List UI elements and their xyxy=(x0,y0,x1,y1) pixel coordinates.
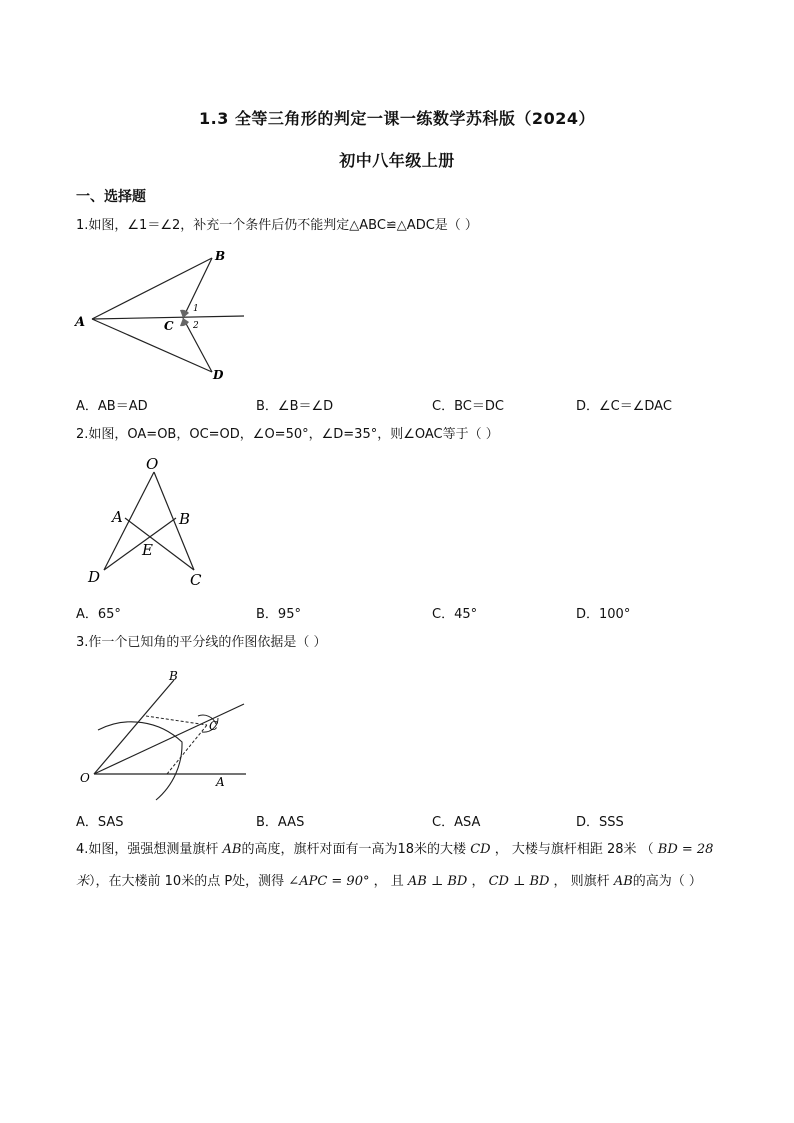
q1-angle-mark-2 xyxy=(180,318,189,326)
q1-option-a: A．AB＝AD xyxy=(76,399,148,414)
q2-label-a: A xyxy=(112,508,123,526)
q4-math-angle-apc: ∠APC = 90° xyxy=(288,874,370,889)
q4-text-1: 4.如图，强强想测量旗杆 xyxy=(76,842,223,857)
q3-dashed-line-bc xyxy=(146,716,207,725)
q3-option-a: A．SAS xyxy=(76,815,124,830)
q2-option-c: C．45° xyxy=(432,607,478,622)
q4-math-bd: BD = 28米 xyxy=(76,842,714,889)
q4-text-6: ， xyxy=(467,874,489,889)
q4-math-ab-2: AB xyxy=(613,874,633,889)
q2-label-e: E xyxy=(142,541,153,559)
q4-text-2: 的高度，旗杆对面有一高为18米的大楼 xyxy=(241,842,471,857)
q2-option-d: D．100° xyxy=(576,607,631,622)
q1-label-angle1: 1 xyxy=(193,304,199,314)
q1-option-b: B．∠B＝∠D xyxy=(256,399,334,414)
q2-label-b: B xyxy=(179,510,191,528)
q3-label-c: C xyxy=(209,719,219,733)
question-3-figure xyxy=(76,664,256,804)
q3-ray-ob xyxy=(94,680,174,774)
q3-arc-center-o xyxy=(98,722,182,800)
document-title: 1.3 全等三角形的判定一课一练数学苏科版（2024） xyxy=(199,109,595,128)
q4-math-cd-perp-bd: CD ⊥ BD xyxy=(488,874,550,889)
q1-option-d: D．∠C＝∠DAC xyxy=(576,399,672,414)
q2-label-c: C xyxy=(190,571,202,589)
q4-math-ab: AB xyxy=(222,842,242,857)
q4-math-cd: CD xyxy=(470,842,491,857)
question-4-stem xyxy=(76,834,720,898)
q4-text-8: 的高为（ ） xyxy=(632,874,702,889)
q3-label-a: A xyxy=(216,775,225,789)
q4-math-ab-perp-bd: AB ⊥ BD xyxy=(407,874,468,889)
q2-option-a: A．65° xyxy=(76,607,121,622)
q2-label-d: D xyxy=(88,568,101,586)
q3-label-b: B xyxy=(169,669,178,683)
q1-label-angle2: 2 xyxy=(193,321,199,331)
q3-dashed-line-ac xyxy=(167,725,207,774)
q3-option-b: B．AAS xyxy=(256,815,305,830)
q1-option-c: C．BC＝DC xyxy=(432,399,504,414)
q1-label-a: A xyxy=(75,315,86,330)
question-3-stem: 3.作一个已知角的平分线的作图依据是（ ） xyxy=(76,635,327,650)
q4-text-5: ， 且 xyxy=(369,874,408,889)
q3-label-o: O xyxy=(80,771,90,785)
q4-text-4: ），在大楼前 10米的点 P处，测得 xyxy=(89,874,289,889)
q2-label-o: O xyxy=(146,455,159,473)
q2-option-b: B．95° xyxy=(256,607,301,622)
q1-label-b: B xyxy=(215,249,226,263)
q3-option-d: D．SSS xyxy=(576,815,624,830)
q4-text-7: ， 则旗杆 xyxy=(549,874,614,889)
q3-option-c: C．ASA xyxy=(432,815,481,830)
q3-ray-oc xyxy=(94,704,244,774)
q4-text-3: ， 大楼与旗杆相距 28米 （ xyxy=(490,842,658,857)
question-2-stem: 2.如图，OA=OB，OC=OD，∠O=50°，∠D=35°，则∠OAC等于（ ） xyxy=(76,427,499,442)
q1-label-c: C xyxy=(164,319,174,333)
question-1-figure xyxy=(72,244,252,384)
document-subtitle: 初中八年级上册 xyxy=(339,151,455,170)
q1-label-d: D xyxy=(213,368,224,382)
section-heading: 一、选择题 xyxy=(76,189,146,205)
question-2-figure xyxy=(82,452,212,592)
question-1-stem: 1.如图，∠1＝∠2，补充一个条件后仍不能判定△ABC≌△ADC是（ ） xyxy=(76,218,478,233)
